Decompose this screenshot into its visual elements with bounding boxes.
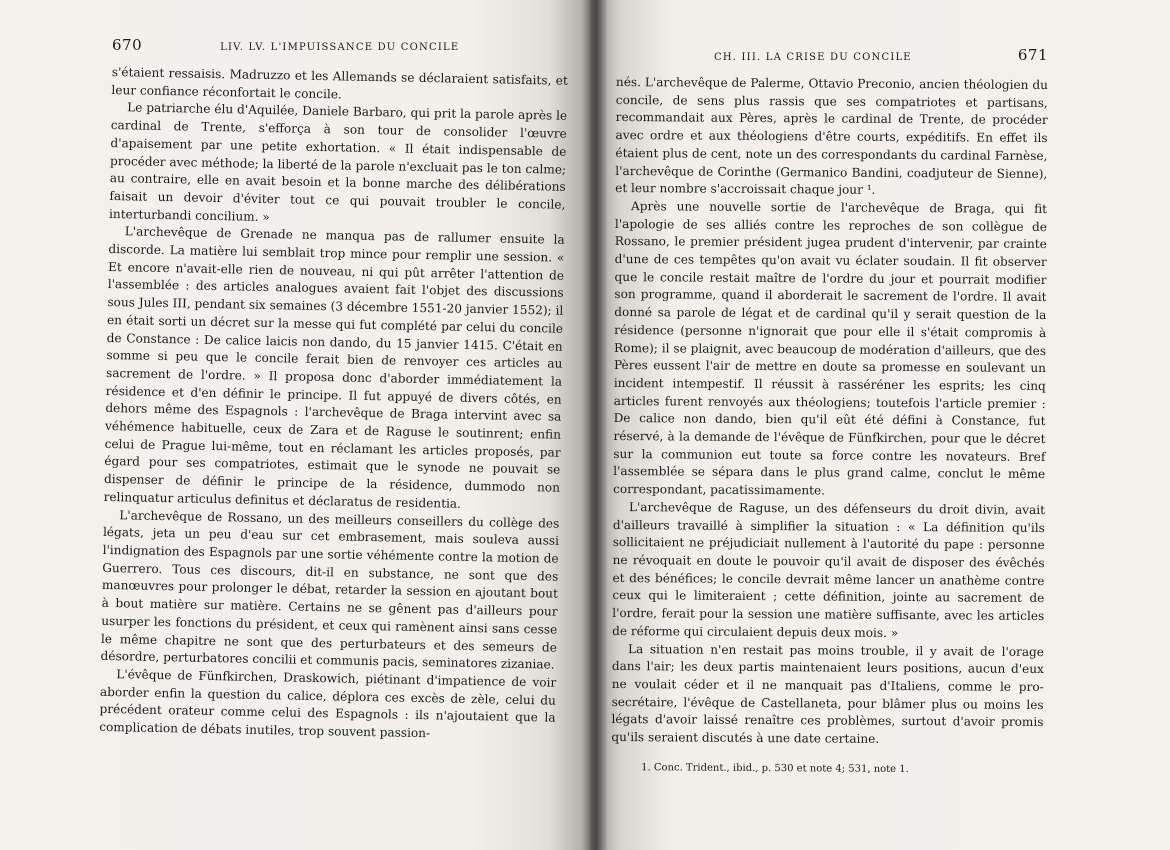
paragraph: L'archevêque de Grenade ne manqua pas de rallumer ensuite la discorde. La matière lui semblait trop mince pour remplir une session. « Et encore n'avait-elle rien de nouveau, ni qui pût arrêter l'attention de l'assemblée : des articles analogues avaient fait l'objet des discussions sous Jules III, pendant six semaines (3 décembre 1551-20 janvier 1552); il en était sorti un décret sur la messe qui fut complété par celui du concile de Constance : De calice laicis non dando, du 15 janvier 1415. C'était en somme si peu que le concile ferait bien de renvoyer ces articles au sacrement de l'ordre. » Il proposa donc d'aborder immédiatement la résidence et d'en définir le principe. Il fut appuyé de divers côtés, en dehors même des Espagnols : l'archevêque de Braga intervint avec sa véhémence habituelle, ceux de Zara et de Raguse le soutinrent; enfin celui de Prague lui-même, tout en réclamant les articles proposés, par égard pour ses compatriotes, estimait que le synode ne pouvait se dispenser de définir le principe de la résidence, dummodo non relinquatur articulus definitus et déclaratus de residentia.: [103, 224, 565, 511]
paragraph: Après une nouvelle sortie de l'archevêque de Braga, qui fit l'apologie de ses alliés contre les reproches de son collègue de Rossano, le premier président jugea prudent d'intervenir, par crainte d'une de ces tempêtes qu'on avait vu éclater soudain. Il fit observer que le concile restait maître de l'ordre du jour et pourrait modifier son programme, quand il aborderait le sacrement de l'ordre. Il avait donné sa parole de légat et de cardinal qu'il y serait question de la résidence (personne n'ignorait que pour elle il s'était compromis à Rome); il se plaignit, avec beaucoup de modération d'ailleurs, que des Pères eussent l'air de mettre en doute sa promesse en soulevant un incident intempestif. Il réussit à rasséréner les esprits; les cinq articles furent renvoyés aux théologiens; toutefois l'article premier : De calice non dando, bien qu'il eût été défini à Constance, fut réservé, à la demande de l'évêque de Fünfkirchen, pour que le décret sur la communion eut toute sa force contre les novateurs. Bref l'assemblée se sépara dans le plus grand calme, conclut le même correspondant, pacatissimamente.: [613, 199, 1048, 498]
footnotes: [611, 761, 1043, 778]
paragraph: Le patriarche élu d'Aquilée, Daniele Barbaro, qui prit la parole après le cardinal de Trente, s'efforça à son tour de consolider l'œuvre d'apaisement par une petite exhortation. « Il était indispensable de procéder avec méthode; la liberté de la parole n'excluait pas le ton calme; au contraire, elle en avait besoin et la bonne marche des délibérations faisait un devoir d'éviter tout ce qui pouvait troubler le concile, interturbandi concilium. »: [108, 100, 568, 224]
paragraph: L'archevêque de Raguse, un des défenseurs du droit divin, avait d'ailleurs travaillé à simplifier la situation : « La définition qu'ils sollicitaient ne préjudiciait nullement à l'autorité du pape : personne ne révoquait en doute le pouvoir qu'il avait de disposer des évêchés et des bénéfices; le concile devrait même lancer un anathème contre ceux qui le limiteraient ; cette définition, jointe au sacrement de l'ordre, ferait pour la session une matière suffisante, avec les articles de réforme qui circulaient depuis deux mois. »: [612, 499, 1046, 640]
footnote: 1. Conc. Trident., ibid., p. 530 et note 4; 531, note 1.: [641, 761, 909, 775]
left-running-title: LIV. LV. L'IMPUISSANCE DU CONCILE: [220, 42, 460, 53]
right-body-text: [611, 74, 1048, 778]
left-body-text: [99, 64, 568, 745]
left-page-number: 670: [112, 36, 143, 54]
right-running-head: [616, 46, 1048, 64]
right-page: [590, 0, 1170, 850]
paragraph: L'archevêque de Rossano, un des meilleurs conseillers du collège des légats, jeta un peu d'eau sur cet embrasement, mais souleva aussi l'indignation des Espagnols par une sortie véhémente contre la motion de Guerrero. Tous ces discours, dit-il en substance, ne sont que des manœuvres pour prolonger le débat, retarder la session en ajoutant bout à bout matière sur matière. Certains ne se gênent pas d'ailleurs pour usurper les fonctions du président, et ceux qui ramènent ainsi sans cesse le même chapitre ne sont que des perturbateurs et des semeurs de désordre, perturbatores concilii et communis pacis, seminatores zizaniae.: [100, 507, 560, 672]
right-running-title: CH. III. LA CRISE DU CONCILE: [714, 52, 912, 63]
paragraph: nés. L'archevêque de Palerme, Ottavio Preconio, ancien théologien du concile, de sens plus rassis que ses compatriotes et partisans, recommandait aux Pères, après le cardinal de Trente, de procéder avec ordre et aux théologiens d'être courts, expéditifs. En effet ils étaient plus de cent, note un des correspondants du cardinal Farnèse, l'archevêque de Corinthe (Germanico Bandini, coadjuteur de Sienne), et leur nombre s'accroissait chaque jour ¹.: [615, 74, 1048, 198]
paragraph: L'évêque de Fünfkirchen, Draskowich, piétinant d'impatience de voir aborder enfin la question du calice, déplora ces excès de zèle, celui du précédent orateur comme celui des Espagnols : ils n'ajoutaient que la complication de débats inutiles, trop souvent passion-: [99, 667, 557, 741]
right-page-number: 671: [1017, 46, 1048, 64]
paragraph: La situation n'en restait pas moins trouble, il y avait de l'orage dans l'air; les deux partis maintenaient leurs positions, aucun d'eux ne voulait céder et il ne manquait pas d'Italiens, comme le pro-secrétaire, l'évêque de Castellaneta, pour blâmer plus ou moins les légats d'avoir laissé renaître ces problèmes, surtout d'avoir promis qu'ils seraient discutés à une date certaine.: [611, 641, 1045, 746]
left-running-head: [112, 36, 568, 54]
paragraph: s'étaient ressaisis. Madruzzo et les Allemands se déclaraient satisfaits, et leur confiance réconfortait le concile.: [111, 64, 568, 102]
